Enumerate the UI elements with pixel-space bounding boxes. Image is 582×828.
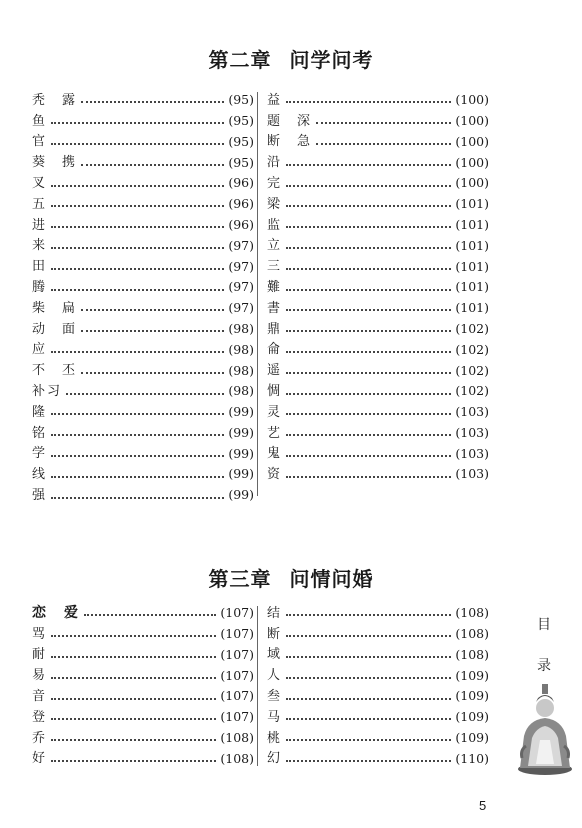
toc-entry-title: 鬼 xyxy=(267,446,283,462)
toc-entry-title: 隆 xyxy=(32,404,48,420)
toc-entry xyxy=(267,360,489,381)
toc-entry xyxy=(267,645,489,666)
toc-entry-page: (99) xyxy=(228,445,254,461)
toc-entry-page: (100) xyxy=(455,92,489,108)
chapter-2-toc-left xyxy=(32,90,254,506)
toc-entry-page: (101) xyxy=(455,237,489,253)
toc-entry xyxy=(32,603,254,624)
seated-figure-illustration xyxy=(516,676,574,776)
toc-leader-dots xyxy=(51,752,216,762)
toc-entry xyxy=(267,90,489,111)
toc-entry-page: (102) xyxy=(455,383,489,399)
toc-entry xyxy=(32,444,254,465)
toc-entry-page: (103) xyxy=(455,404,489,420)
toc-entry-page: (109) xyxy=(455,709,489,725)
chapter-3-number: 第三章 xyxy=(208,567,272,591)
toc-leader-dots xyxy=(51,731,216,741)
toc-leader-dots xyxy=(286,752,451,762)
toc-entry-title: 资 xyxy=(267,467,283,483)
toc-leader-dots xyxy=(286,218,451,228)
toc-entry-title: 强 xyxy=(32,488,48,504)
toc-entry-page: (108) xyxy=(455,646,489,662)
toc-entry-title: 马 xyxy=(267,709,283,725)
toc-entry-title: 遥 xyxy=(267,363,283,379)
toc-entry xyxy=(32,707,254,728)
toc-entry xyxy=(267,603,489,624)
toc-entry-page: (98) xyxy=(228,362,254,378)
toc-entry xyxy=(267,624,489,645)
toc-entry-title: 结 xyxy=(267,605,283,621)
toc-entry-title: 葵 携 xyxy=(32,155,78,171)
toc-entry xyxy=(32,645,254,666)
toc-entry-title: 易 xyxy=(32,668,48,684)
toc-entry-page: (108) xyxy=(455,625,489,641)
toc-entry-title: 腾 xyxy=(32,280,48,296)
toc-entry-page: (95) xyxy=(228,92,254,108)
toc-entry xyxy=(32,624,254,645)
toc-entry-page: (101) xyxy=(455,300,489,316)
toc-leader-dots xyxy=(316,114,451,124)
toc-leader-dots xyxy=(286,468,451,478)
toc-leader-dots xyxy=(286,177,451,187)
toc-leader-dots xyxy=(51,239,224,249)
toc-entry-page: (107) xyxy=(220,605,254,621)
toc-leader-dots xyxy=(286,301,451,311)
toc-entry-title: 人 xyxy=(267,668,283,684)
toc-entry-page: (96) xyxy=(228,196,254,212)
toc-leader-dots xyxy=(286,405,451,415)
toc-entry-title: 三 xyxy=(267,259,283,275)
toc-entry xyxy=(267,728,489,749)
toc-entry-title: 音 xyxy=(32,689,48,705)
toc-entry-title: 立 xyxy=(267,238,283,254)
toc-leader-dots xyxy=(286,669,451,679)
toc-leader-dots xyxy=(286,364,451,374)
toc-entry-page: (95) xyxy=(228,112,254,128)
toc-entry-page: (100) xyxy=(455,154,489,170)
toc-entry-page: (109) xyxy=(455,667,489,683)
toc-leader-dots xyxy=(286,731,451,741)
toc-entry xyxy=(267,423,489,444)
side-label-lu: 录 xyxy=(537,658,551,674)
toc-leader-dots xyxy=(51,114,224,124)
toc-entry-page: (107) xyxy=(220,625,254,641)
toc-entry xyxy=(267,319,489,340)
toc-entry-title: 五 xyxy=(32,196,48,212)
toc-entry-page: (96) xyxy=(228,216,254,232)
toc-leader-dots xyxy=(286,197,451,207)
toc-entry-title: 艺 xyxy=(267,425,283,441)
toc-entry xyxy=(32,464,254,485)
toc-leader-dots xyxy=(51,343,224,353)
toc-entry xyxy=(267,749,489,770)
toc-entry xyxy=(32,194,254,215)
toc-entry-title: 恋 爱 xyxy=(32,605,80,622)
toc-entry-title: 幻 xyxy=(267,751,283,767)
toc-leader-dots xyxy=(51,710,216,720)
toc-leader-dots xyxy=(286,156,451,166)
toc-entry-page: (101) xyxy=(455,216,489,232)
toc-entry xyxy=(32,402,254,423)
toc-leader-dots xyxy=(286,343,451,353)
toc-entry-title: 补习 xyxy=(32,384,63,400)
toc-leader-dots xyxy=(286,447,451,457)
toc-entry-title: 侖 xyxy=(267,342,283,358)
toc-entry-page: (96) xyxy=(228,175,254,191)
toc-entry-title: 监 xyxy=(267,217,283,233)
toc-entry-page: (103) xyxy=(455,466,489,482)
toc-entry-title: 官 xyxy=(32,134,48,150)
toc-entry-title: 来 xyxy=(32,238,48,254)
toc-entry xyxy=(267,444,489,465)
toc-entry-page: (101) xyxy=(455,279,489,295)
toc-entry-title: 动 面 xyxy=(32,321,78,337)
toc-entry-title: 桃 xyxy=(267,730,283,746)
toc-entry-page: (98) xyxy=(228,320,254,336)
toc-entry xyxy=(32,236,254,257)
toc-entry-title: 学 xyxy=(32,446,48,462)
toc-leader-dots xyxy=(51,648,216,658)
toc-entry-page: (97) xyxy=(228,237,254,253)
toc-entry-page: (99) xyxy=(228,487,254,503)
chapter-3-heading xyxy=(0,563,582,592)
toc-entry xyxy=(267,707,489,728)
toc-entry-page: (107) xyxy=(220,688,254,704)
chapter-3-toc-left xyxy=(32,603,254,769)
toc-entry-page: (98) xyxy=(228,383,254,399)
toc-entry-title: 鱼 xyxy=(32,113,48,129)
toc-entry-page: (107) xyxy=(220,646,254,662)
toc-entry-page: (98) xyxy=(228,341,254,357)
toc-entry-page: (100) xyxy=(455,112,489,128)
toc-entry xyxy=(267,381,489,402)
toc-entry xyxy=(32,665,254,686)
toc-entry-title: 秃 露 xyxy=(32,92,78,108)
toc-entry-title: 梁 xyxy=(267,196,283,212)
toc-entry xyxy=(267,132,489,153)
toc-entry-page: (107) xyxy=(220,667,254,683)
toc-entry xyxy=(267,173,489,194)
toc-entry-title: 灵 xyxy=(267,404,283,420)
toc-entry xyxy=(32,749,254,770)
toc-leader-dots xyxy=(286,690,451,700)
toc-entry-page: (97) xyxy=(228,258,254,274)
toc-entry-page: (97) xyxy=(228,300,254,316)
toc-entry-title: 書 xyxy=(267,300,283,316)
side-label-mu: 目 xyxy=(537,617,551,633)
toc-entry-title: 乔 xyxy=(32,730,48,746)
toc-entry xyxy=(32,256,254,277)
toc-entry-title: 叁 xyxy=(267,689,283,705)
toc-entry-page: (101) xyxy=(455,196,489,212)
toc-entry xyxy=(267,402,489,423)
toc-entry-page: (100) xyxy=(455,175,489,191)
toc-leader-dots xyxy=(51,281,224,291)
toc-entry xyxy=(267,215,489,236)
toc-entry-page: (103) xyxy=(455,424,489,440)
toc-entry-title: 断 急 xyxy=(267,134,313,150)
toc-entry xyxy=(267,152,489,173)
toc-entry-page: (102) xyxy=(455,320,489,336)
toc-leader-dots xyxy=(51,218,224,228)
toc-entry-page: (95) xyxy=(228,133,254,149)
toc-entry-title: 益 xyxy=(267,92,283,108)
toc-entry-title: 惆 xyxy=(267,384,283,400)
toc-leader-dots xyxy=(51,489,224,499)
toc-entry xyxy=(267,194,489,215)
toc-entry-title: 田 xyxy=(32,259,48,275)
toc-leader-dots xyxy=(81,156,224,166)
toc-leader-dots xyxy=(286,281,451,291)
toc-leader-dots xyxy=(286,385,451,395)
toc-entry-page: (108) xyxy=(455,605,489,621)
toc-entry xyxy=(32,173,254,194)
toc-entry-page: (97) xyxy=(228,279,254,295)
toc-entry xyxy=(32,215,254,236)
toc-leader-dots xyxy=(84,606,216,616)
toc-entry xyxy=(267,464,489,485)
toc-leader-dots xyxy=(51,426,224,436)
toc-entry xyxy=(267,277,489,298)
toc-leader-dots xyxy=(286,93,451,103)
toc-entry xyxy=(32,152,254,173)
toc-entry-page: (100) xyxy=(455,133,489,149)
toc-entry xyxy=(32,423,254,444)
toc-entry xyxy=(267,236,489,257)
toc-leader-dots xyxy=(51,197,224,207)
toc-entry-title: 进 xyxy=(32,217,48,233)
toc-leader-dots xyxy=(286,322,451,332)
toc-entry xyxy=(32,360,254,381)
chapter-2-heading xyxy=(0,44,582,73)
chapter-3-column-divider xyxy=(257,606,258,766)
toc-leader-dots xyxy=(51,260,224,270)
toc-entry-page: (102) xyxy=(455,362,489,378)
toc-entry xyxy=(32,381,254,402)
toc-entry-title: 断 xyxy=(267,626,283,642)
toc-leader-dots xyxy=(286,239,451,249)
chapter-2-title: 问学问考 xyxy=(289,48,374,72)
toc-leader-dots xyxy=(286,260,451,270)
toc-entry-page: (110) xyxy=(455,750,489,766)
toc-leader-dots xyxy=(81,322,224,332)
toc-entry xyxy=(32,319,254,340)
toc-entry xyxy=(32,132,254,153)
toc-leader-dots xyxy=(81,301,224,311)
toc-entry-page: (108) xyxy=(220,729,254,745)
toc-leader-dots xyxy=(66,385,224,395)
toc-leader-dots xyxy=(51,447,224,457)
toc-entry-page: (95) xyxy=(228,154,254,170)
toc-entry xyxy=(32,340,254,361)
toc-entry-page: (107) xyxy=(220,709,254,725)
toc-entry-page: (109) xyxy=(455,729,489,745)
toc-leader-dots xyxy=(286,710,451,720)
toc-entry-title: 题 深 xyxy=(267,113,313,129)
toc-entry xyxy=(267,686,489,707)
toc-entry xyxy=(267,340,489,361)
toc-leader-dots xyxy=(51,690,216,700)
toc-leader-dots xyxy=(81,364,224,374)
toc-entry xyxy=(267,256,489,277)
toc-entry-title: 应 xyxy=(32,342,48,358)
toc-leader-dots xyxy=(51,405,224,415)
toc-entry-title: 登 xyxy=(32,709,48,725)
toc-entry-page: (109) xyxy=(455,688,489,704)
toc-entry-page: (99) xyxy=(228,424,254,440)
toc-entry xyxy=(32,111,254,132)
toc-entry xyxy=(32,277,254,298)
toc-entry-title: 叉 xyxy=(32,176,48,192)
toc-entry xyxy=(267,298,489,319)
toc-entry-title: 鼎 xyxy=(267,321,283,337)
toc-entry-page: (99) xyxy=(228,404,254,420)
chapter-2-number: 第二章 xyxy=(208,48,272,72)
toc-entry-title: 沿 xyxy=(267,155,283,171)
chapter-2-column-divider xyxy=(257,92,258,496)
toc-entry xyxy=(267,665,489,686)
toc-entry xyxy=(32,485,254,506)
toc-leader-dots xyxy=(51,669,216,679)
toc-entry-page: (99) xyxy=(228,466,254,482)
toc-entry xyxy=(32,90,254,111)
toc-leader-dots xyxy=(51,177,224,187)
toc-entry-page: (108) xyxy=(220,750,254,766)
toc-entry xyxy=(32,686,254,707)
toc-entry-title: 域 xyxy=(267,647,283,663)
toc-leader-dots xyxy=(316,135,451,145)
toc-leader-dots xyxy=(51,627,216,637)
toc-entry-title: 難 xyxy=(267,280,283,296)
toc-entry-title: 线 xyxy=(32,467,48,483)
toc-entry-page: (101) xyxy=(455,258,489,274)
chapter-3-toc-right xyxy=(267,603,489,769)
chapter-2-toc-right xyxy=(267,90,489,485)
toc-entry-title: 耐 xyxy=(32,647,48,663)
toc-entry-title: 柴 扁 xyxy=(32,300,78,316)
toc-leader-dots xyxy=(286,627,451,637)
toc-entry xyxy=(267,111,489,132)
toc-leader-dots xyxy=(286,648,451,658)
toc-entry-page: (102) xyxy=(455,341,489,357)
toc-entry-title: 完 xyxy=(267,176,283,192)
chapter-3-title: 问情问婚 xyxy=(289,567,374,591)
toc-entry-title: 铭 xyxy=(32,425,48,441)
toc-entry xyxy=(32,728,254,749)
toc-entry-title: 骂 xyxy=(32,626,48,642)
page-number: 5 xyxy=(479,798,487,813)
toc-leader-dots xyxy=(286,606,451,616)
toc-entry-page: (103) xyxy=(455,445,489,461)
toc-entry-title: 好 xyxy=(32,751,48,767)
toc-leader-dots xyxy=(286,426,451,436)
toc-leader-dots xyxy=(51,468,224,478)
toc-leader-dots xyxy=(51,135,224,145)
toc-entry xyxy=(32,298,254,319)
toc-entry-title: 不 丕 xyxy=(32,363,78,379)
toc-leader-dots xyxy=(81,93,224,103)
